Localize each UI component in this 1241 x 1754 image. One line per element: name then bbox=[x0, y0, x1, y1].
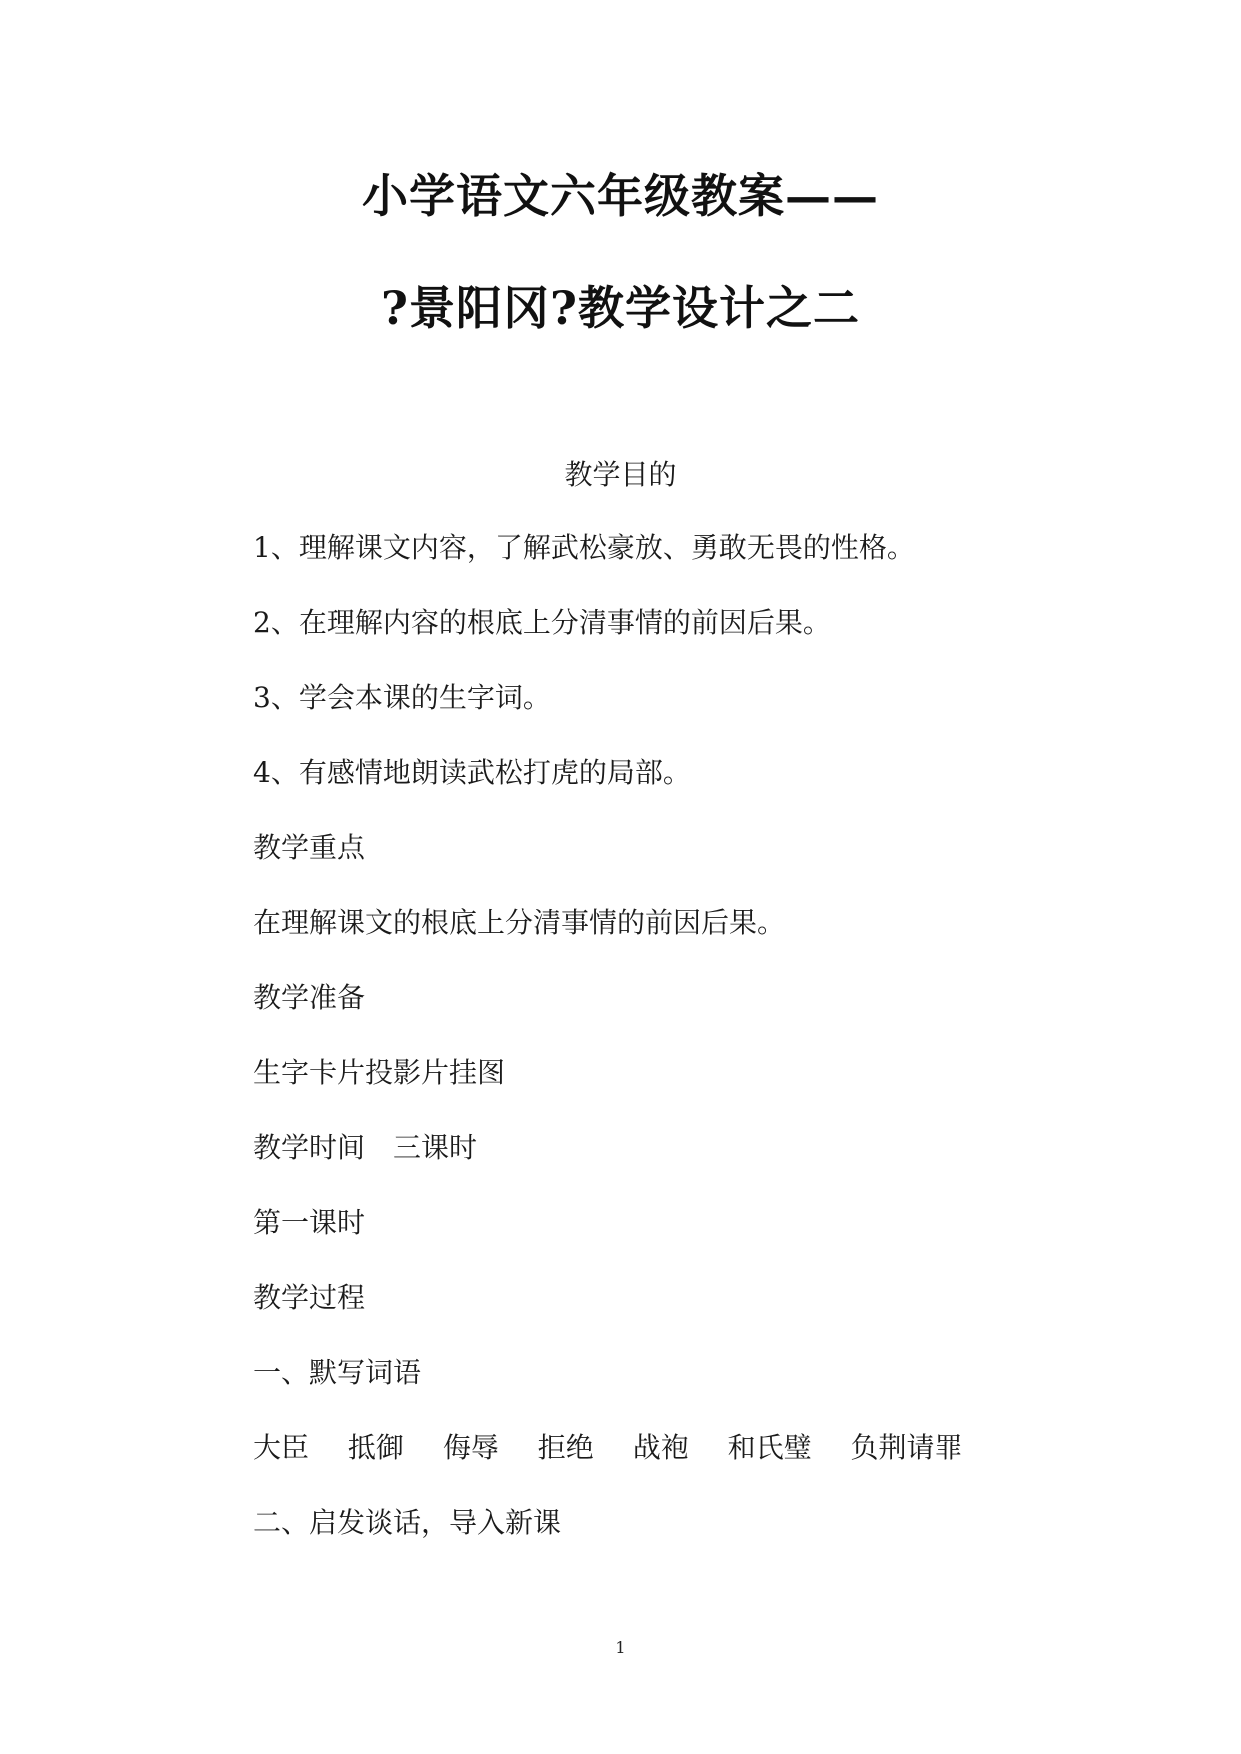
objective-item-4: 4、有感情地朗读武松打虎的局部。 bbox=[253, 756, 691, 789]
objective-item-3: 3、学会本课的生字词。 bbox=[253, 681, 551, 714]
step-two-heading: 二、启发谈话，导入新课 bbox=[253, 1506, 562, 1539]
lesson-heading: 第一课时 bbox=[253, 1206, 366, 1239]
vocabulary-row bbox=[253, 1428, 963, 1468]
vocabulary-word: 负荆请罪 bbox=[850, 1431, 963, 1464]
prep-heading: 教学准备 bbox=[253, 981, 366, 1014]
vocabulary-word: 抵御 bbox=[347, 1431, 404, 1464]
objective-item-2: 2、在理解内容的根底上分清事情的前因后果。 bbox=[253, 606, 831, 639]
prep-text: 生字卡片投影片挂图 bbox=[253, 1056, 506, 1089]
document-title-line-2: ?景阳冈?教学设计之二 bbox=[381, 281, 860, 335]
teaching-time: 教学时间 三课时 bbox=[253, 1131, 478, 1164]
objective-item-1: 1、理解课文内容，了解武松豪放、勇敢无畏的性格。 bbox=[253, 531, 915, 564]
vocabulary-word: 和氏璧 bbox=[727, 1431, 812, 1464]
key-point-heading: 教学重点 bbox=[253, 831, 366, 864]
document-title-line-1: 小学语文六年级教案—— bbox=[362, 169, 879, 223]
vocabulary-word: 大臣 bbox=[253, 1431, 310, 1464]
process-heading: 教学过程 bbox=[253, 1281, 366, 1314]
page-number: 1 bbox=[615, 1638, 626, 1657]
key-point-text: 在理解课文的根底上分清事情的前因后果。 bbox=[253, 906, 786, 939]
vocabulary-word: 侮辱 bbox=[442, 1431, 499, 1464]
step-one-heading: 一、默写词语 bbox=[253, 1356, 422, 1389]
vocabulary-word: 战袍 bbox=[632, 1431, 689, 1464]
vocabulary-word: 拒绝 bbox=[537, 1431, 594, 1464]
section-heading-objectives: 教学目的 bbox=[564, 458, 677, 491]
